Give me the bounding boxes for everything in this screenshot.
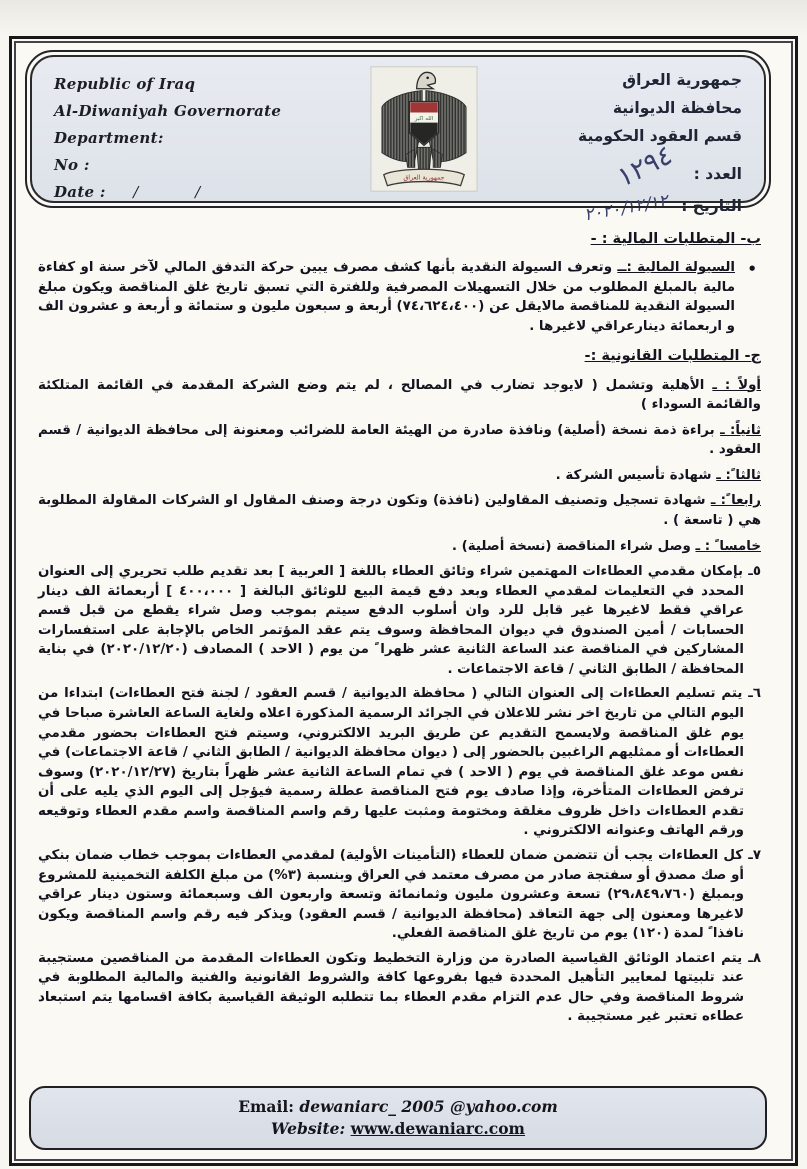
number-label: العدد : <box>693 165 742 183</box>
date-label-en: Date : <box>54 183 106 201</box>
email-label: Email: <box>238 1097 294 1117</box>
document-number-line <box>485 138 742 195</box>
item-number: ٨ـ <box>748 950 761 966</box>
country-ar: جمهورية العراق <box>622 71 742 89</box>
document-body <box>28 219 777 1063</box>
footer-contact-box <box>29 1086 767 1150</box>
legal-item-second: ثانياً: ـ براءة ذمة نسخة (أصلية) ونافذة صادرة من الهيئة العامة للضرائب ومعنونة إلى محافظة الديوانية / قسم العقود . <box>38 422 761 458</box>
email-value: dewaniarc_ 2005 @yahoo.com <box>299 1097 558 1117</box>
legal-item-fourth: رابعا ً: ـ شهادة تسجيل وتصنيف المقاولين (نافذة) وتكون درجة وصنف المقاول او الشركات المقاولة المطلوبة هي ( تاسعة ) . <box>38 493 761 528</box>
email-line <box>238 1096 558 1118</box>
legal-item-third: ثالثا ً: ـ شهادة تأسيس الشركة . <box>555 467 761 483</box>
iraq-eagle-emblem <box>363 67 485 191</box>
website-line <box>271 1118 525 1140</box>
governorate-en: Al-Diwaniyah Governorate <box>54 102 282 120</box>
liquidity-lead: السيولة المالية :ــ <box>617 260 735 276</box>
department-label-en: Department: <box>54 129 164 147</box>
handwritten-number: ١٢٩٤ <box>614 138 677 195</box>
liquidity-text: وتعرف السيولة النقدية بأنها كشف مصرف يبين حركة التدفق المالي لآخر سنة او كفاءة مالية بالمبلغ المطلوب من خلال التسهيلات المصرفية وللفترة التي تسبق تاريخ غلق المناقصة ويكون مبلغ السيولة النقدية للمناقصة مالايقل عن (٧٤،٦٢٤،٤٠٠) أربعة و سبعون مليون و ستمائة و أربعة و عشرون الف و اربعمائة دينارعراقي لاغيرها . <box>38 260 735 334</box>
website-label: Website: <box>271 1119 346 1138</box>
legal-item-first: أولاً : ـ الأهلية وتشمل ( لايوجد تضارب في المصالح ، لم يتم وضع الشركة المقدمة في القائمة المتلكئة والقائمة السوداء ) <box>38 377 762 413</box>
date-blank-slashes: / / <box>133 183 227 201</box>
page-border-frame <box>9 36 798 1166</box>
instruction-item-7: ٧ـ كل العطاءات يجب أن تتضمن ضمان للعطاء (التأمينات الأولية) لمقدمي العطاءات بموجب خطاب ضمان بنكي أو صك مصدق أو سفتجة صادر من مصرف معتمد في العراق وبنسبة (٣%) من مبلغ الكلفة التخمينية للمشروع وبمبلغ (٢٩،٨٤٩،٧٦٠) تسعة وعشرون مليون وثمانمائة وتسعة واربعون الف وسبعمائة وستون دينار عراقي لاغيرها ومعنون إلى جهة التعاقد (محافظة الديوانية / قسم العقود) ويذكر فيه رقم واسم المناقصة ويكون نافذا ً لمدة (١٢٠) يوم من تاريخ غلق المناقصة الفعلي. <box>38 847 761 942</box>
date-label-ar: التاريخ : <box>681 197 742 215</box>
no-label-en: No : <box>54 156 90 174</box>
website-value: www.dewaniarc.com <box>350 1119 525 1138</box>
svg-text:جمهورية العراق: جمهورية العراق <box>403 173 445 182</box>
country-en: Republic of Iraq <box>54 75 196 93</box>
instruction-item-5: ٥ـ بإمكان مقدمي العطاءات المهتمين شراء وثائق العطاء باللغة [ العربية ] بعد تقديم طلب تحريري إلى العنوان المحدد في التعليمات لمقدمي العطاء وبعد دفع قيمة البيع للوثائق البالغة [ ٤٠٠،٠٠٠ ] أربعمائة الف دينار عراقي فقط لاغيرها غير قابل للرد وان أسلوب الدفع سيتم بموجب وصل شراء يقطع من قبل قسم الحسابات / أمين الصندوق في ديوان المحافظة وسوف يتم عقد المؤتمر الخاص بالإجابة على استفسارات المشاركين في المناقصة عند الساعة الثانية عشر ظهرا ً من يوم ( الاحد ) المصادف (٢٠٢٠/١٢/٢٠) في بناية المحافظة / الطابق الثاني / قاعة الاجتماعات . <box>38 564 761 677</box>
item-number: ٧ـ <box>748 847 761 863</box>
letterhead <box>30 55 766 226</box>
date-line-en <box>54 183 363 201</box>
liquidity-paragraph <box>38 258 761 336</box>
letterhead-arabic <box>485 67 742 226</box>
financial-requirements-heading: ب- المتطلبات المالية : - <box>590 231 761 247</box>
item-number: ٥ـ <box>748 564 761 580</box>
svg-text:الله اكبر: الله اكبر <box>414 115 433 122</box>
department-ar: قسم العقود الحكومية <box>578 127 742 145</box>
instruction-item-6: ٦ـ يتم تسليم العطاءات إلى العنوان التالي ( محافظة الديوانية / قسم العقود / لجنة فتح العطاءات) ابتداءا من اليوم التالي من تاريخ اخر نشر للاعلان في الجرائد الرسمية المذكورة اعلاه ولغاية الساعة العاشرة صباحا في يوم غلق المناقصة ولايسمح التقديم عن طريق البريد الالكتروني، وسيتم فتح العطاءات بحضور مقدمي العطاءات أو ممثليهم الراغبين بالحضور إلى ( ديوان محافظة الديوانية / الطابق الثاني / قاعة الاجتماعات) في نفس موعد غلق المناقصة في يوم ( الاحد ) في تمام الساعة الثانية عشر ظهراً بتاريخ (٢٠٢٠/١٢/٢٧) وسوف ترفض العطاءات المتأخرة، وإذا صادف يوم فتح المناقصة عطلة رسمية فيؤجل إلى اليوم الذي يليه على أن تقدم العطاءات داخل ظروف مغلقة ومختومة ومثبت عليها رقم واسم المناقصة واسم مقدم العطاء وتوقيعه ورقم الهاتف وعنوانه الالكتروني . <box>38 686 761 839</box>
document-date-line <box>485 190 742 226</box>
instruction-item-8: ٨ـ يتم اعتماد الوثائق القياسية الصادرة من وزارة التخطيط وتكون العطاءات المقدمة من المناقصين مستجيبة عند تلبيتها لمعايير التأهيل المحددة فيها بفروعها كافة والشروط القانونية والفنية والمالية المطلوبة في شروط المناقصة وفي حال عدم التزام مقدم العطاء بما تتطلبه الوثيقة القياسية بكافة اقسامها يتم استبعاد عطاءه تعتبر غير مستجيبة . <box>38 950 761 1025</box>
legal-item-fifth: خامسا ً : ـ وصل شراء المناقصة (نسخة أصلية) . <box>451 538 761 554</box>
scan-edge-shading <box>0 0 807 36</box>
handwritten-date: ٢٠٢٠/١٢/١٢ <box>585 190 670 226</box>
page-border-inner-line <box>14 41 793 1161</box>
legal-requirements-heading: ج- المتطلبات القانونية :- <box>584 348 761 365</box>
item-number: ٦ـ <box>748 686 761 702</box>
bullet-icon: • <box>747 260 757 279</box>
governorate-ar: محافظة الديوانية <box>612 99 742 117</box>
letterhead-english <box>54 67 363 201</box>
